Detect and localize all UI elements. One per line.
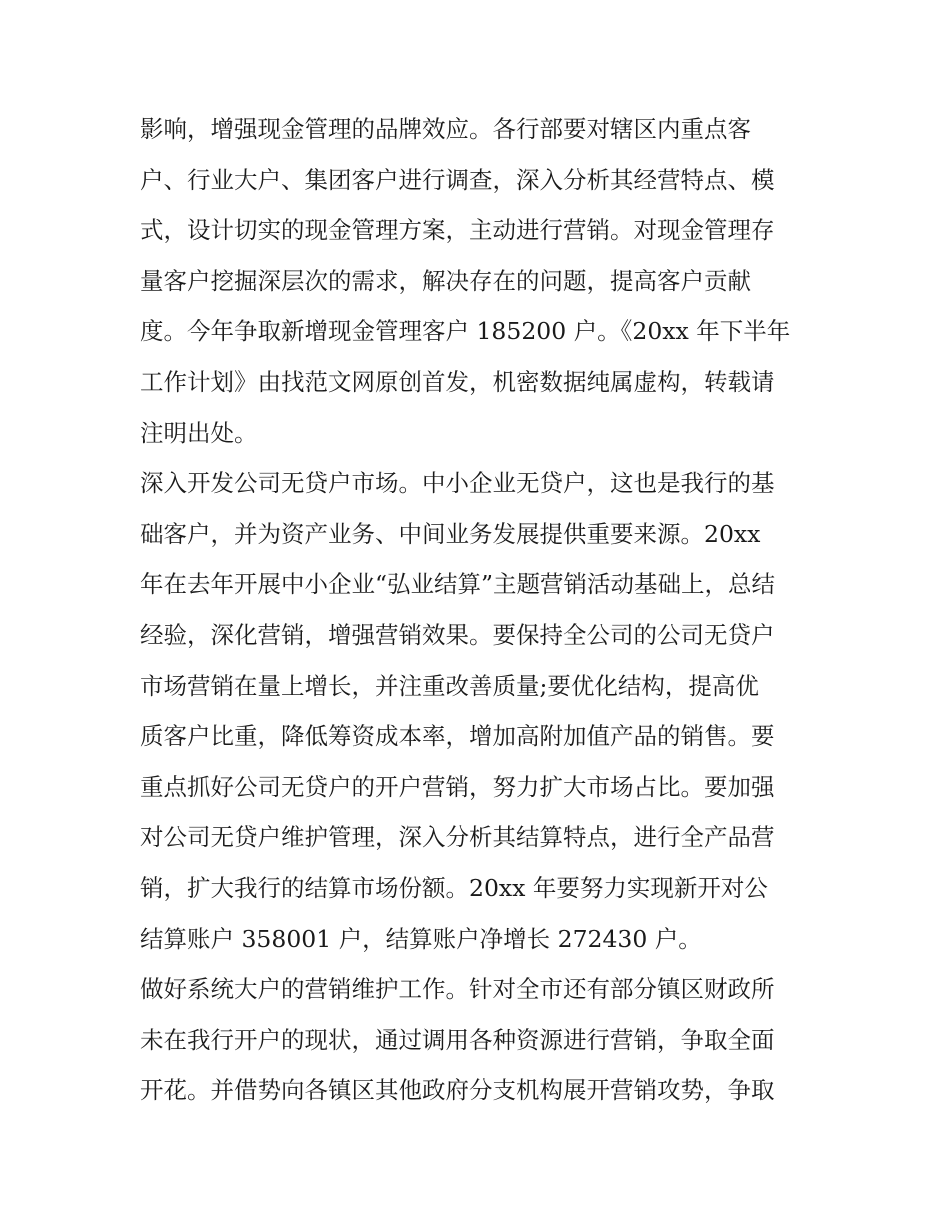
text-line: 式，设计切实的现金管理方案，主动进行营销。对现金管理存 [140, 216, 775, 245]
text-line: 影响，增强现金管理的品牌效应。各行部要对辖区内重点客 [140, 115, 751, 143]
text-line: 结算账户 358001 户，结算账户净增长 272430 户。 [140, 924, 702, 953]
text-line: 市场营销在量上增长，并注重改善质量;要优化结构，提高优 [140, 671, 759, 700]
text-line: 销，扩大我行的结算市场份额。20xx 年要努力实现新开对公 [140, 873, 768, 902]
text-line: 经验，深化营销，增强营销效果。要保持全公司的公司无贷户 [140, 620, 775, 649]
text-line: 重点抓好公司无贷户的开户营销，努力扩大市场占比。要加强 [140, 772, 775, 801]
text-line: 工作计划》由找范文网原创首发，机密数据纯属虚构，转载请 [140, 367, 775, 396]
text-line: 开花。并借势向各镇区其他政府分支机构展开营销攻势，争取 [140, 1076, 775, 1105]
text-line: 注明出处。 [140, 418, 258, 447]
text-line: 度。今年争取新增现金管理客户 185200 户。《20xx 年下半年 [140, 317, 791, 346]
text-line: 未在我行开户的现状，通过调用各种资源进行营销，争取全面 [140, 1025, 775, 1054]
text-line: 对公司无贷户维护管理，深入分析其结算特点，进行全产品营 [140, 823, 775, 852]
text-line: 础客户，并为资产业务、中间业务发展提供重要来源。20xx [140, 519, 761, 548]
document-body-text [140, 104, 812, 1116]
text-line: 做好系统大户的营销维护工作。针对全市还有部分镇区财政所 [140, 975, 775, 1004]
text-line: 深入开发公司无贷户市场。中小企业无贷户，这也是我行的基 [140, 469, 775, 498]
text-line: 年在去年开展中小企业“弘业结算”主题营销活动基础上，总结 [140, 570, 776, 599]
text-line: 户、行业大户、集团客户进行调查，深入分析其经营特点、模 [140, 165, 775, 194]
text-line: 量客户挖掘深层次的需求，解决存在的问题，提高客户贡献 [140, 266, 751, 295]
text-line: 质客户比重，降低筹资成本率，增加高附加值产品的销售。要 [140, 722, 775, 751]
